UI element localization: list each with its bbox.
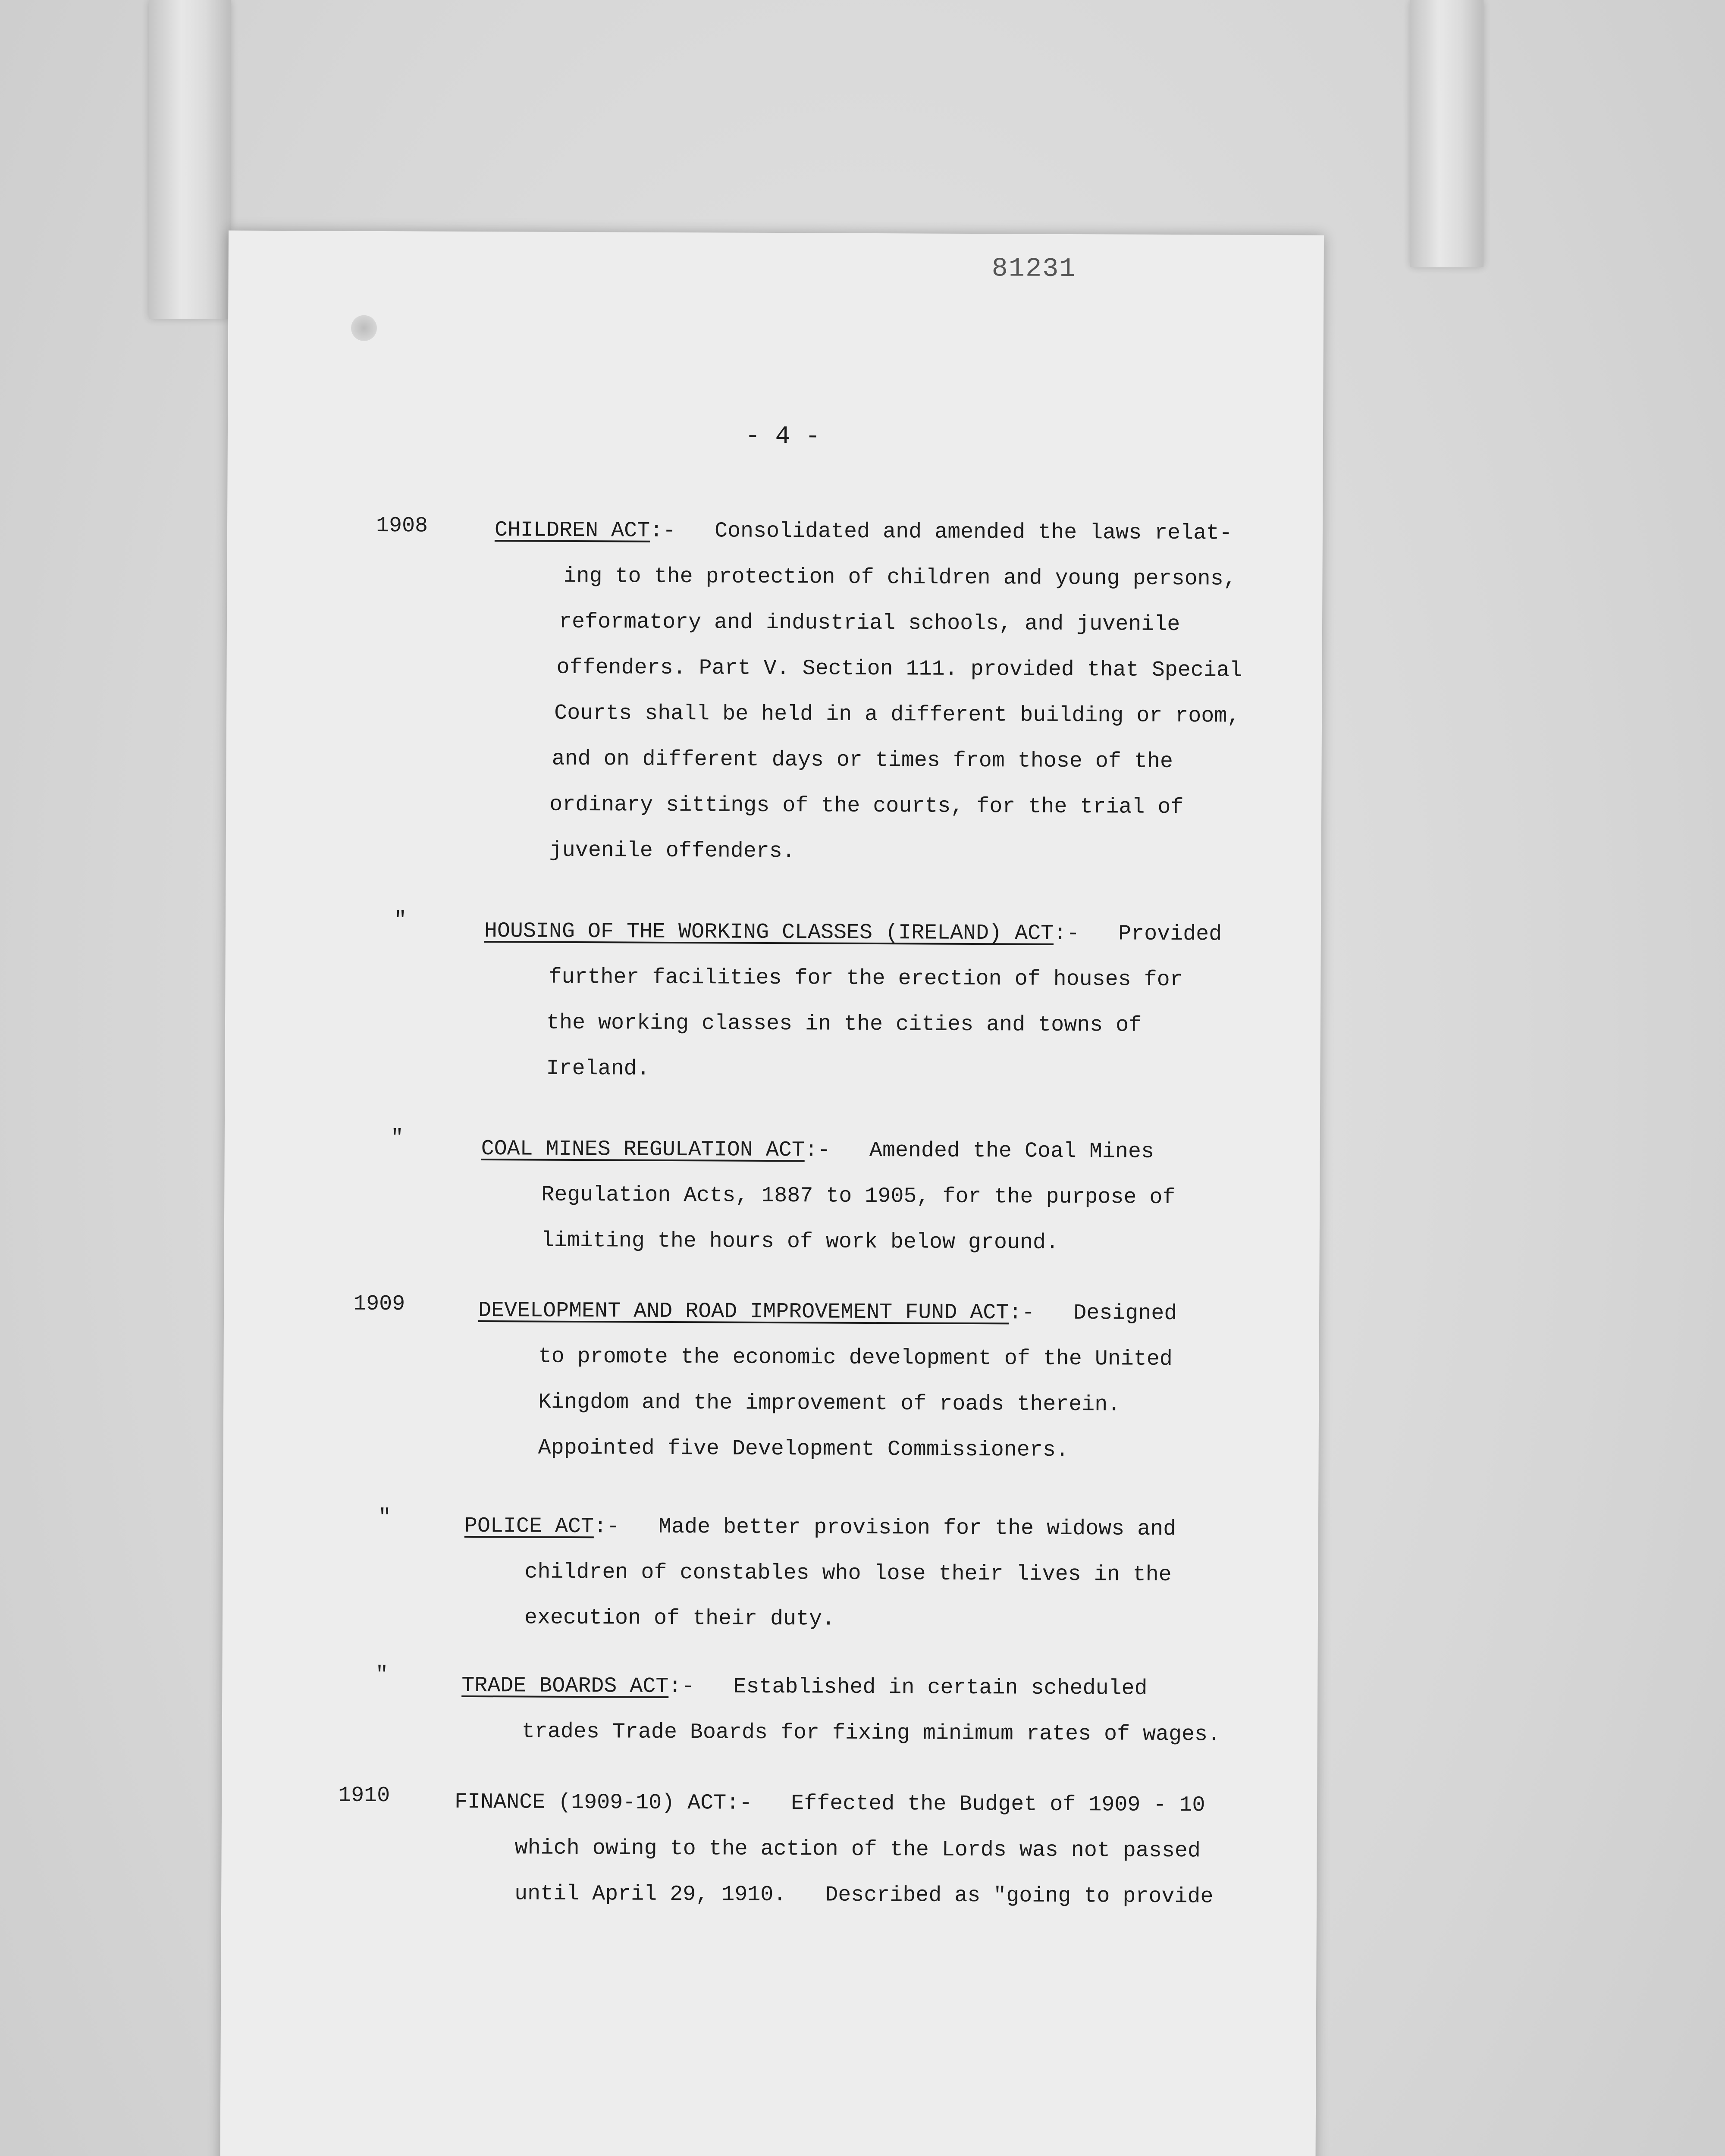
entry-text-line: children of constables who lose their lives in the	[524, 1560, 1172, 1588]
entry-year-ditto: "	[390, 1126, 404, 1151]
entry-trade-boards-act: TRADE BOARDS ACT:- Established in certain scheduled trades Trade Boards for fixing minimum rates of wages.	[461, 1663, 1221, 1758]
entry-text-line: which owing to the action of the Lords was not passed	[514, 1836, 1201, 1864]
entry-title: COAL MINES REGULATION ACT	[481, 1137, 805, 1163]
entry-title: TRADE BOARDS ACT	[461, 1673, 669, 1699]
entry-text-line: juvenile offenders.	[549, 838, 795, 864]
entry-children-act: CHILDREN ACT:- Consolidated and amended the laws relat- ing to the protection of children and young persons, reformatory and industrial schools, and juvenile offenders. Part V. Section 111. provided that Special Courts shall be held in a different building or room, and on different days or times from those of the ordinary sittings of the courts, for the trial of juvenile offenders.	[493, 508, 1243, 877]
entry-title: CHILDREN ACT	[494, 518, 650, 543]
entry-police-act: POLICE ACT:- Made better provision for the widows and children of constables who lose their lives in the execution of their duty.	[464, 1504, 1176, 1644]
document-number: 81231	[991, 253, 1076, 285]
entry-text-line: Kingdom and the improvement of roads therein.	[538, 1390, 1121, 1417]
entry-year: 1908	[376, 513, 428, 539]
entry-year: 1910	[338, 1783, 390, 1808]
entry-text-line: Provided	[1118, 921, 1222, 947]
document-sheet	[220, 230, 1324, 2156]
entry-title: HOUSING OF THE WORKING CLASSES (IRELAND) ACT	[484, 919, 1054, 946]
entry-text-line: Made better provision for the widows and	[658, 1514, 1176, 1542]
entry-text-line: the working classes in the cities and towns of	[546, 1010, 1142, 1038]
entry-text-line: Appointed five Development Commissioners.	[538, 1435, 1069, 1463]
entry-development-fund-act: DEVELOPMENT AND ROAD IMPROVEMENT FUND ACT:- Designed to promote the economic development of the United Kingdom and the improvement of roads therein. Appointed five Development Commissioners.	[477, 1288, 1177, 1474]
entry-text-line: Courts shall be held in a different building or room,	[554, 701, 1240, 729]
entry-year: 1909	[353, 1291, 405, 1317]
entry-title: FINANCE (1909-10) ACT	[454, 1789, 727, 1816]
entry-title: DEVELOPMENT AND ROAD IMPROVEMENT FUND ACT	[478, 1298, 1009, 1326]
entry-coal-mines-act: COAL MINES REGULATION ACT:- Amended the Coal Mines Regulation Acts, 1887 to 1905, for the purpose of limiting the hours of work below ground.	[481, 1126, 1176, 1266]
entry-text-line: and on different days or times from those of the	[552, 746, 1173, 774]
entry-text-line: until April 29, 1910. Described as "going to provide	[514, 1881, 1214, 1909]
page-number: - 4 -	[745, 422, 821, 451]
tape-strip-top-right	[1410, 0, 1484, 267]
punch-hole	[351, 315, 377, 341]
entry-text-line: Amended the Coal Mines	[869, 1138, 1154, 1164]
entry-year-ditto: "	[393, 908, 407, 933]
entry-text-line: Effected the Budget of 1909 - 10	[791, 1791, 1205, 1818]
entry-text-line: limiting the hours of work below ground.	[541, 1228, 1059, 1255]
entry-text-line: further facilities for the erection of houses for	[549, 965, 1183, 993]
entry-finance-act: FINANCE (1909-10) ACT:- Effected the Budget of 1909 - 10 which owing to the action of the Lords was not passed until April 29, 1910. Described as "going to provide	[454, 1780, 1214, 1920]
tape-strip-top-left	[149, 0, 231, 319]
entry-text-line: Consolidated and amended the laws relat-	[714, 519, 1233, 546]
entry-housing-act: HOUSING OF THE WORKING CLASSES (IRELAND) ACT:- Provided further facilities for the erection of houses for the working classes in the cities and towns of Ireland.	[483, 909, 1222, 1094]
entry-text-line: offenders. Part V. Section 111. provided that Special	[556, 655, 1242, 683]
entry-text-line: Ireland.	[546, 1056, 650, 1081]
entry-text-line: Regulation Acts, 1887 to 1905, for the purpose of	[541, 1182, 1176, 1210]
entry-year-ditto: "	[375, 1662, 389, 1688]
entry-text-line: reformatory and industrial schools, and juvenile	[558, 609, 1180, 637]
entry-title: POLICE ACT	[464, 1514, 594, 1539]
entry-text-line: trades Trade Boards for fixing minimum rates of wages.	[521, 1719, 1221, 1747]
entry-text-line: to promote the economic development of the United	[538, 1344, 1173, 1372]
entry-year-ditto: "	[378, 1505, 392, 1530]
entry-text-line: Established in certain scheduled	[733, 1674, 1148, 1701]
entry-text-line: ordinary sittings of the courts, for the trial of	[549, 792, 1184, 820]
entry-text-line: ing to the protection of children and young persons,	[563, 564, 1236, 592]
entry-text-line: Designed	[1073, 1301, 1177, 1326]
entry-text-line: execution of their duty.	[524, 1605, 835, 1632]
